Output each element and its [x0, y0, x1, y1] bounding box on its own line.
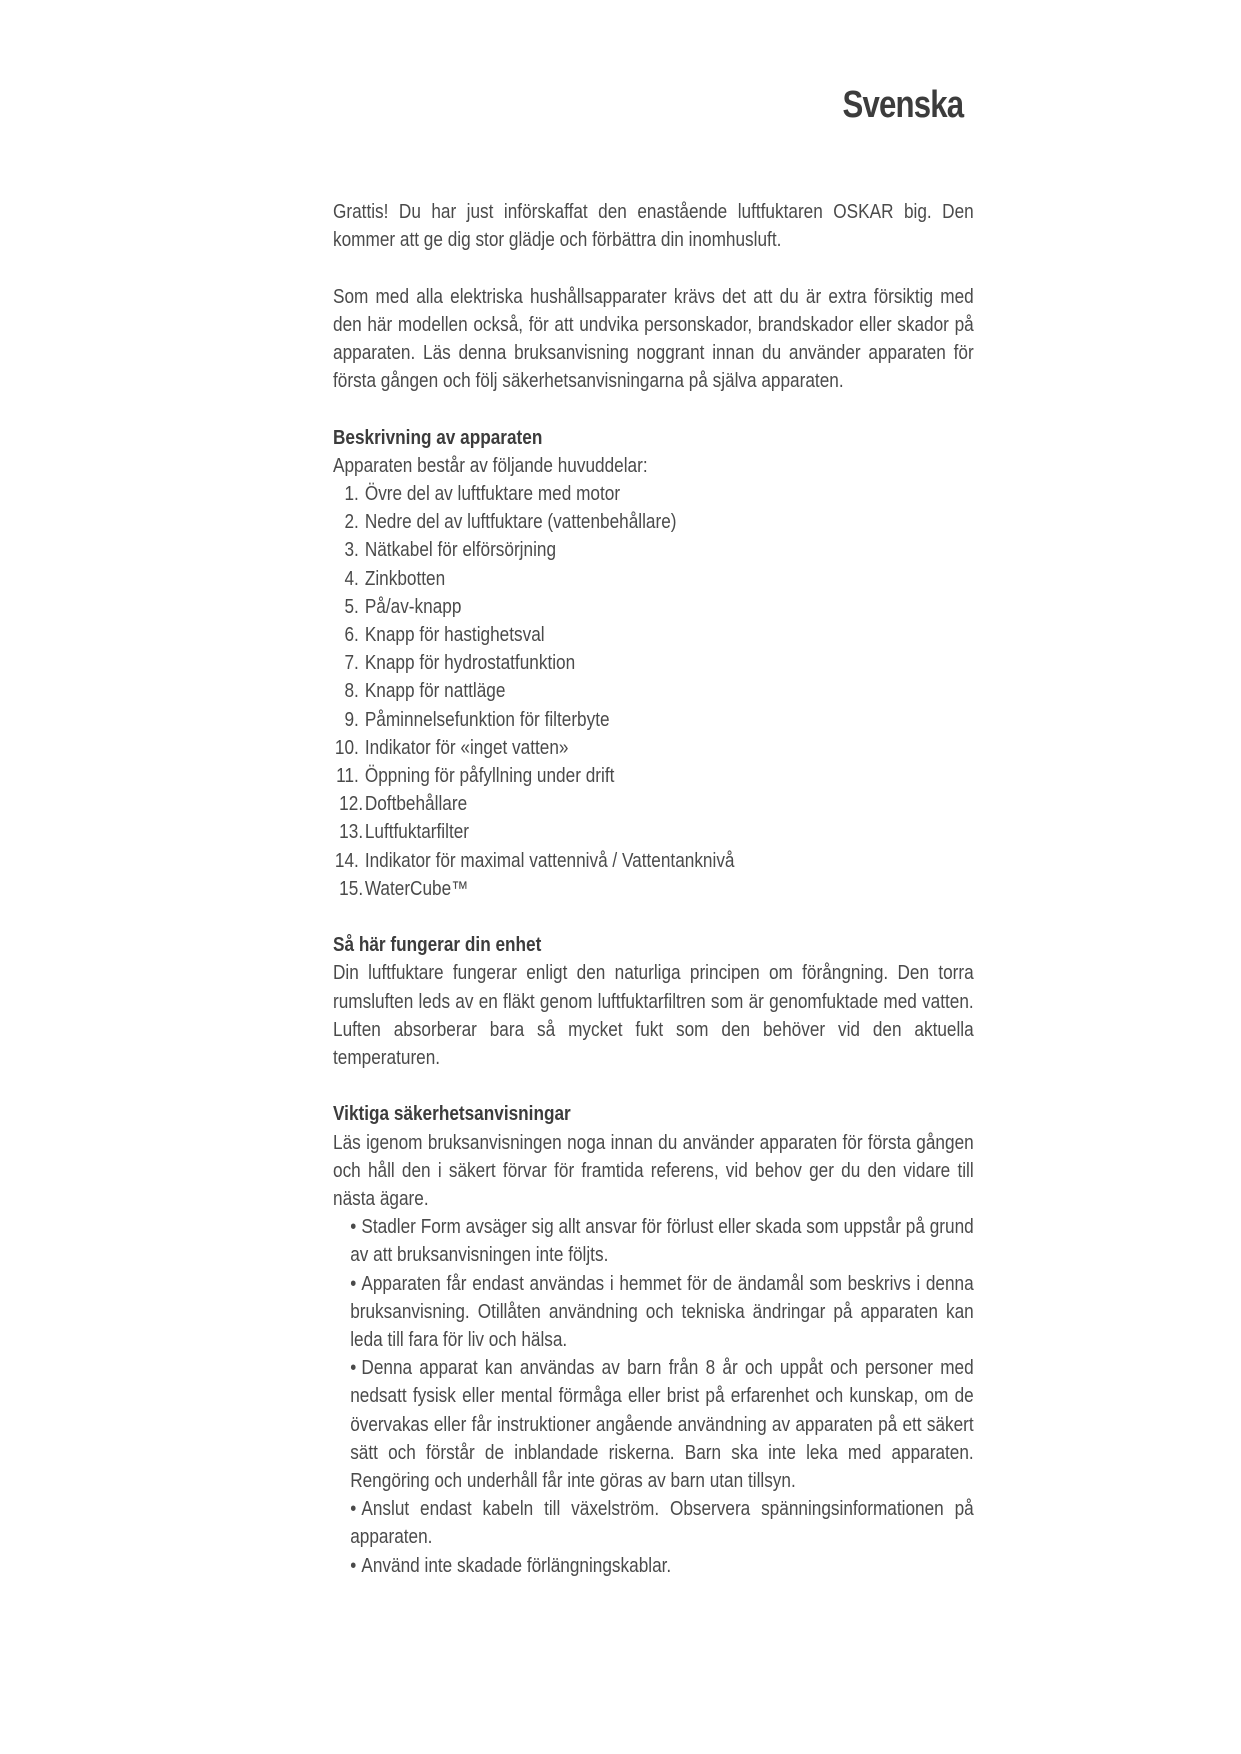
- list-item: [333, 706, 974, 734]
- list-item: [333, 818, 974, 846]
- list-item-label: Indikator för «inget vatten»: [364, 736, 569, 759]
- intro-paragraph: Som med alla elektriska hushållsapparater krävs det att du är extra försiktig med den här modellen också, för att undvika personskador, brandskador eller skador på apparaten. Läs denna bruksanvisning noggrant innan du använder apparaten för första gången och följ säkerhetsanvisningarna på själva apparaten.: [333, 285, 974, 393]
- list-item-number: 7.: [344, 652, 359, 675]
- list-item-number: 12.: [339, 793, 364, 816]
- list-item-label: På/av-knapp: [364, 595, 462, 618]
- list-item-number: 3.: [344, 539, 359, 562]
- list-item: [333, 875, 974, 903]
- list-item: [350, 1270, 974, 1355]
- list-item: [333, 762, 974, 790]
- list-item: [333, 790, 974, 818]
- list-item-text: Stadler Form avsäger sig allt ansvar för förlust eller skada som uppstår på grund av att bruksanvisningen inte följts.: [350, 1216, 974, 1267]
- list-item-label: Öppning för påfyllning under drift: [364, 765, 615, 788]
- list-item-number: 15.: [339, 877, 364, 900]
- list-item-label: Knapp för hastighetsval: [364, 624, 545, 647]
- list-item-number: 1.: [344, 483, 359, 505]
- list-item-label: Knapp för hydrostatfunktion: [364, 652, 576, 675]
- list-item-label: Övre del av luftfuktare med motor: [364, 483, 621, 505]
- list-item: [350, 1495, 974, 1551]
- list-item-label: Påminnelsefunktion för filterbyte: [364, 708, 610, 731]
- bullet-icon: •: [350, 1498, 357, 1521]
- list-item-text: Anslut endast kabeln till växelström. Observera spänningsinformationen på apparaten.: [350, 1498, 974, 1549]
- list-item-number: 10.: [334, 736, 359, 759]
- bullet-icon: •: [350, 1357, 357, 1380]
- list-item-label: Nätkabel för elförsörjning: [364, 539, 557, 562]
- list-item: [350, 1552, 974, 1580]
- list-item-text: Denna apparat kan användas av barn från 8 år och uppåt och personer med nedsatt fysisk eller mental förmåga eller brist på erfarenhet och kunskap, om de övervakas eller får instruktioner angående användning av apparaten på ett säkert sätt och förstår de inblandade riskerna. Barn ska inte leka med apparaten. Rengöring och underhåll får inte göras av barn utan tillsyn.: [350, 1357, 974, 1493]
- list-item-number: 13.: [339, 821, 364, 844]
- list-item-label: Doftbehållare: [364, 793, 468, 816]
- section-heading-safety: Viktiga säkerhetsanvisningar: [333, 1103, 571, 1126]
- list-item: [333, 593, 974, 621]
- page-title: Svenska: [842, 84, 963, 126]
- list-item: [333, 536, 974, 564]
- list-item-number: 8.: [344, 680, 359, 703]
- list-item: [333, 565, 974, 593]
- section-heading-description: Beskrivning av apparaten: [333, 426, 543, 449]
- list-item: [333, 677, 974, 705]
- list-item-label: WaterCube™: [364, 877, 469, 900]
- list-item-label: Nedre del av luftfuktare (vattenbehållare): [364, 511, 677, 534]
- list-item-number: 14.: [334, 849, 359, 872]
- list-item-text: Använd inte skadade förlängningskablar.: [361, 1554, 672, 1577]
- bullet-icon: •: [350, 1216, 357, 1239]
- list-item: [350, 1354, 974, 1495]
- list-item-number: 2.: [344, 511, 359, 534]
- intro-paragraph: Grattis! Du har just införskaffat den enastående luftfuktaren OSKAR big. Den kommer att ge dig stor glädje och förbättra din inomhusluft.: [333, 201, 974, 252]
- list-item: [350, 1213, 974, 1269]
- safety-intro: Läs igenom bruksanvisningen noga innan du använder apparaten för första gången och håll den i säkert förvar för framtida referens, vid behov ger du den vidare till nästa ägare.: [333, 1131, 974, 1211]
- safety-bullet-list: [333, 1213, 974, 1580]
- list-item-number: 5.: [344, 595, 359, 618]
- list-item: [333, 847, 974, 875]
- list-item-label: Knapp för nattläge: [364, 680, 506, 703]
- how-it-works-text: Din luftfuktare fungerar enligt den naturliga principen om förångning. Den torra rumsluften leds av en fläkt genom luftfuktarfiltren som är genomfuktade med vatten. Luften absorberar bara så mycket fukt som den behöver vid den aktuella temperaturen.: [333, 962, 974, 1070]
- bullet-icon: •: [350, 1554, 357, 1577]
- description-intro: Apparaten består av följande huvuddelar:: [333, 454, 648, 477]
- list-item-text: Apparaten får endast användas i hemmet för de ändamål som beskrivs i denna bruksanvisning. Otillåten användning och tekniska ändringar på apparaten kan leda till fara för liv och hälsa.: [350, 1272, 974, 1352]
- list-item-number: 9.: [344, 708, 359, 731]
- list-item-number: 11.: [336, 765, 359, 788]
- list-item-number: 4.: [344, 567, 359, 590]
- list-item: [333, 734, 974, 762]
- list-item: [333, 621, 974, 649]
- manual-content: [333, 198, 974, 1580]
- list-item-label: Luftfuktarfilter: [364, 821, 470, 844]
- list-item: [333, 649, 974, 677]
- list-item-number: 6.: [344, 624, 359, 647]
- list-item: [333, 508, 974, 536]
- list-item-label: Zinkbotten: [364, 567, 446, 590]
- bullet-icon: •: [350, 1272, 357, 1295]
- list-item: [333, 480, 974, 508]
- parts-list: [333, 480, 974, 903]
- section-heading-how-it-works: Så här fungerar din enhet: [333, 934, 542, 957]
- list-item-label: Indikator för maximal vattennivå / Vattentanknivå: [364, 849, 735, 872]
